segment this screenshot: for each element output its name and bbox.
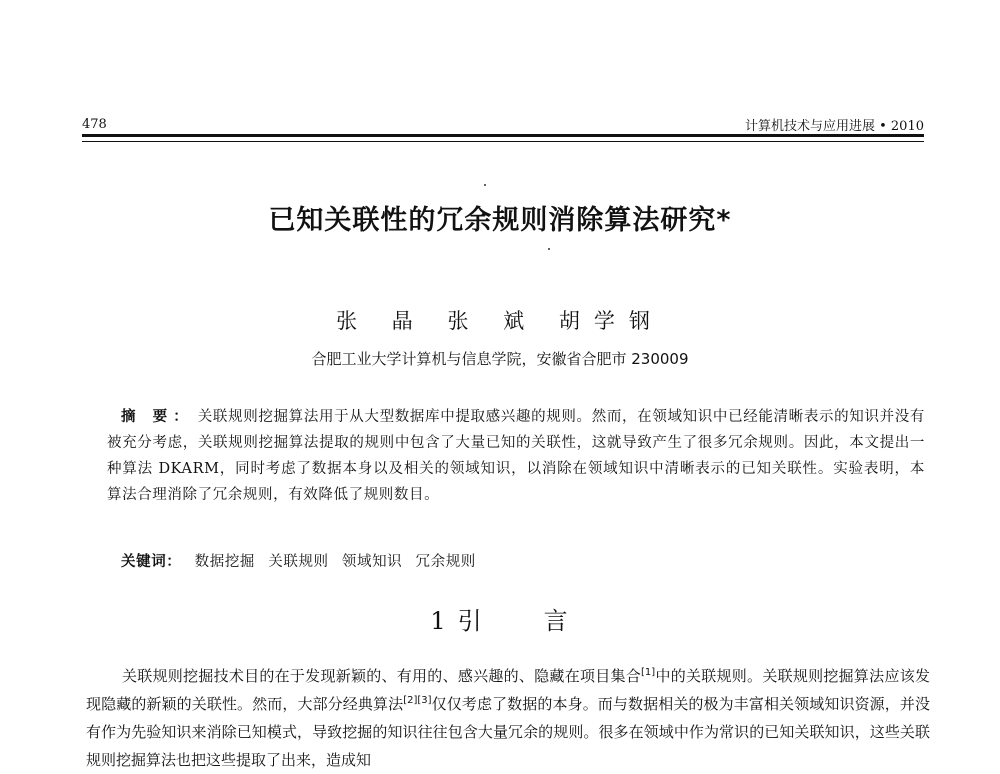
- header-rule-thick: [82, 134, 924, 137]
- body-text-run: 关联规则挖掘技术目的在于发现新颖的、有用的、感兴趣的、隐藏在项目集合: [122, 667, 642, 685]
- citation: [1]: [641, 667, 656, 678]
- section-number: 1: [430, 607, 448, 635]
- journal-info: 计算机技术与应用进展 • 2010: [744, 119, 924, 134]
- keyword: 关联规则: [268, 554, 329, 570]
- abstract: [107, 404, 925, 508]
- keyword: 数据挖掘: [194, 554, 256, 570]
- page-number: 478: [82, 117, 107, 132]
- header-rule-thin: [82, 141, 924, 142]
- section-title-part: 言: [543, 607, 570, 635]
- section-title-part: 引: [457, 607, 484, 635]
- body-text-run: 中的关联规则。关联规则挖掘算法应该发现隐藏的新颖的关联性。然而，大部分经典算法: [86, 667, 930, 713]
- body-text: [86, 662, 930, 774]
- body-text-run: 仅仅考虑了数据的本身。而与数据相关的极为丰富相关领域知识资源，并没有作为先验知识来消除已知模式，导致挖掘的知识往往包含大量冗余的规则。很多在领域中作为常识的已知关联知识，这些关联规则挖掘算法也把这些提取了出来，造成知: [86, 695, 930, 769]
- section-heading: [0, 601, 1000, 636]
- scan-speck: [484, 184, 486, 186]
- author: 胡学钢: [558, 309, 664, 333]
- scan-speck: [548, 248, 550, 250]
- abstract-label: 摘 要：: [121, 408, 194, 425]
- keywords-label: 关键词：: [121, 553, 182, 570]
- keywords: [121, 550, 484, 571]
- paper-title: 已知关联性的冗余规则消除算法研究*: [268, 205, 732, 236]
- keyword: 冗余规则: [415, 554, 476, 570]
- paragraph: [86, 662, 930, 774]
- abstract-text: 关联规则挖掘算法用于从大型数据库中提取感兴趣的规则。然而，在领域知识中已经能清晰表示的知识并没有被充分考虑，关联规则挖掘算法提取的规则中包含了大量已知的关联性，这就导致产生了很多冗余规则。因此，本文提出一种算法 DKARM，同时考虑了数据本身以及相关的领域知识，以消除在领域知识中清晰表示的已知关联性。实验表明，本算法合理消除了冗余规则，有效降低了规则数目。: [107, 409, 925, 503]
- affiliation: 合肥工业大学计算机与信息学院，安徽省合肥市 230009: [311, 350, 689, 368]
- author: 张 晶: [336, 309, 427, 333]
- authors: [0, 305, 1000, 335]
- keyword: 领域知识: [341, 554, 403, 570]
- citation: [2][3]: [403, 695, 432, 706]
- author: 张 斌: [447, 309, 539, 333]
